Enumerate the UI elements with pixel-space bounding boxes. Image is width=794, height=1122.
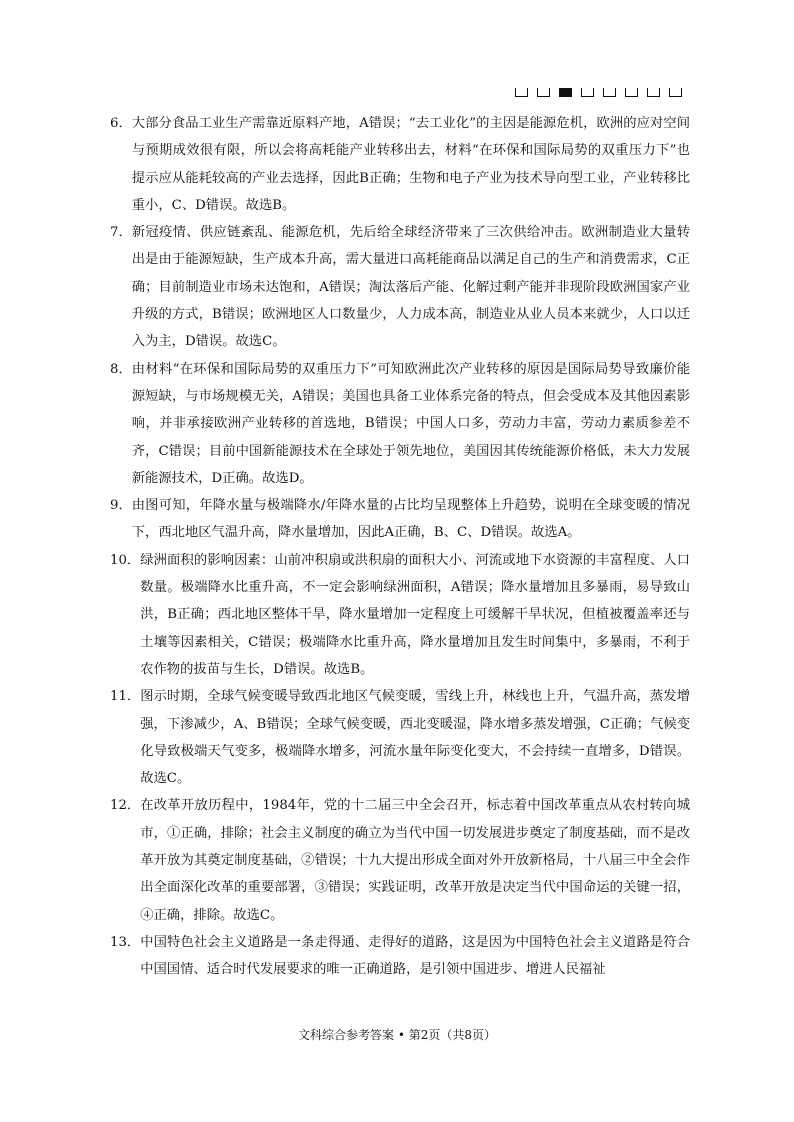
answer-item [110,492,690,547]
header-mark [669,88,682,97]
header-mark-filled [559,88,572,97]
header-mark [625,88,638,97]
answer-number: 13． [110,934,141,950]
answer-number: 12． [110,798,141,814]
answer-number: 10． [110,552,141,568]
answer-text: 绿洲面积的影响因素：山前冲积扇或洪积扇的面积大小、河流或地下水资源的丰富程度、人口数量。极端降水比重升高，不一定会影响绿洲面积，A错误；降水量增加且多暴雨，易导致山洪，B正确；西北地区整体干旱，降水量增加一定程度上可缓解干旱状况，但植被覆盖率还与土壤等因素相关，C错误；极端降水比重升高，降水量增加且发生时间集中，多暴雨，不利于农作物的拔苗与生长，D错误。故选B。 [140,552,690,677]
answer-text: 在改革开放历程中，1984年，党的十二届三中全会召开，标志着中国改革重点从农村转向城市，①正确，排除；社会主义制度的确立为当代中国一切发展进步奠定了制度基础，而不是改革开放为其奠定制度基础，②错误；十九大提出形成全面对外开放新格局，十八届三中全会作出全面深化改革的重要部署，③错误；实践证明，改革开放是决定当代中国命运的关键一招，④正确，排除。故选C。 [140,798,690,923]
header-mark [603,88,616,97]
answer-item [110,356,690,492]
answer-item [110,110,690,219]
answer-item [110,792,690,928]
header-mark [537,88,550,97]
answer-list [110,110,690,984]
header-mark [581,88,594,97]
answer-item [110,219,690,355]
answer-number: 9． [110,498,132,514]
answer-number: 7． [110,225,132,241]
answer-text: 新冠疫情、供应链紊乱、能源危机，先后给全球经济带来了三次供给冲击。欧洲制造业大量转出是由于能源短缺，生产成本升高，需大量进口高耗能商品以满足自己的生产和消费需求，C正确；目前制造业市场未达饱和，A错误；淘汰落后产能、化解过剩产能并非现阶段欧洲国家产业升级的方式，B错误；欧洲地区人口数量少，人力成本高，制造业从业人员本来就少，人口以迁入为主，D错误。故选C。 [131,225,690,350]
answer-text: 由材料“在环保和国际局势的双重压力下”可知欧洲此次产业转移的原因是国际局势导致廉价能源短缺，与市场规模无关，A错误；美国也具备工业体系完备的特点，但会受成本及其他因素影响，并非承接欧洲产业转移的首选地，B错误；中国人口多，劳动力丰富，劳动力素质参差不齐，C错误；目前中国新能源技术在全球处于领先地位，美国因其传统能源价格低，未大力发展新能源技术，D正确。故选D。 [131,361,690,486]
page-footer: 文科综合参考答案 • 第2页（共8页） [298,1028,496,1042]
answer-text: 中国特色社会主义道路是一条走得通、走得好的道路，这是因为中国特色社会主义道路是符合中国国情、适合时代发展要求的唯一正确道路，是引领中国进步、增进人民福祉 [140,934,690,978]
answer-number: 11． [110,689,141,705]
answer-text: 图示时期，全球气候变暖导致西北地区气候变暖，雪线上升，林线也上升，气温升高，蒸发增强，下渗减少，A、B错误；全球气候变暖，西北变暖湿，降水增多蒸发增强，C正确；气候变化导致极端天气变多，极端降水增多，河流水量年际变化变大，不会持续一直增多，D错误。故选C。 [140,689,690,787]
answer-number: 6． [110,116,132,131]
answer-text: 由图可知，年降水量与极端降水/年降水量的占比均呈现整体上升趋势，说明在全球变暖的情况下，西北地区气温升高，降水量增加，因此A正确，B、C、D错误。故选A。 [131,498,690,541]
page-header-marks [515,88,682,97]
header-mark [515,88,528,97]
answer-item [110,683,690,792]
answer-item [110,547,690,683]
answer-item [110,929,690,984]
answer-text: 大部分食品工业生产需靠近原料产地，A错误；“去工业化”的主因是能源危机，欧洲的应对空间与预期成效很有限，所以会将高耗能产业转移出去，材料“在环保和国际局势的双重压力下”也提示应从能耗较高的产业去选择，因此B正确；生物和电子产业为技术导向型工业，产业转移比重小，C、D错误。故选B。 [131,116,690,213]
answer-number: 8． [110,361,132,377]
header-mark [647,88,660,97]
